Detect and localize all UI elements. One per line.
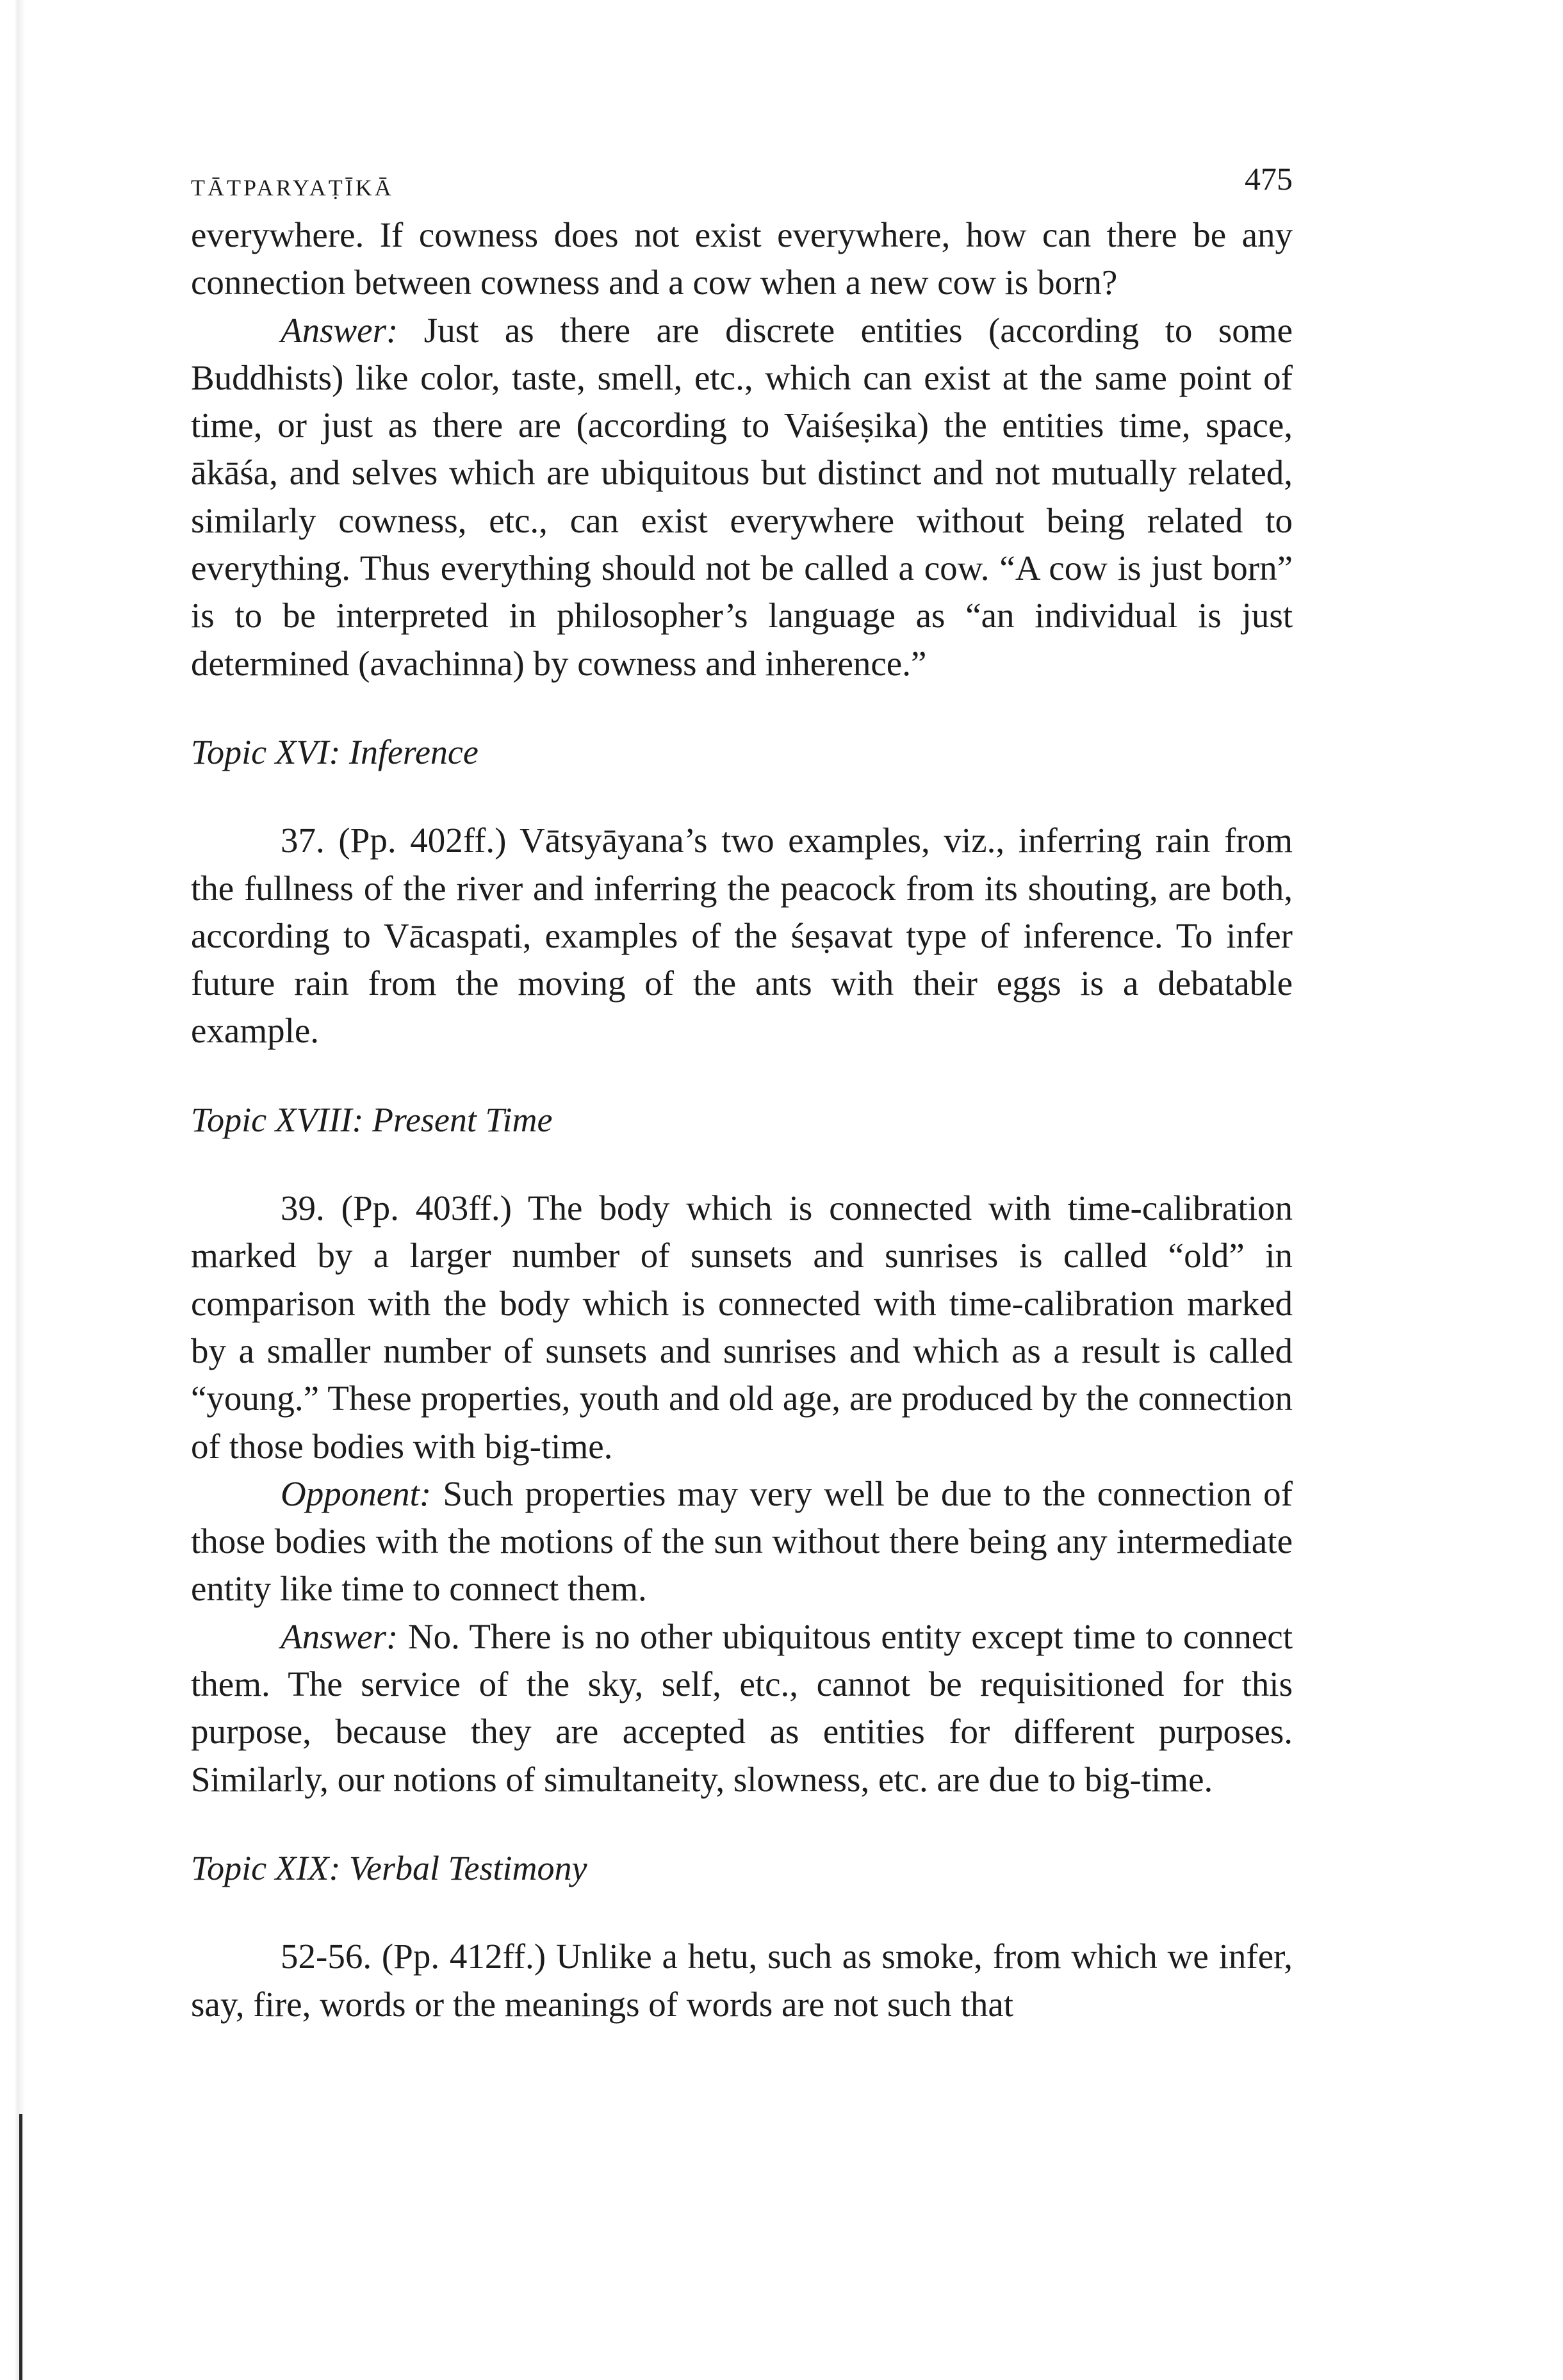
paragraph-opponent bbox=[191, 1470, 1293, 1613]
page-number: 475 bbox=[1245, 161, 1293, 197]
topic-heading-inference: Topic XVI: Inference bbox=[191, 732, 479, 771]
paragraph-39: 39. (Pp. 403ff.) The body which is connected with time-calibration marked by a larger number of sunsets and sunrises is called “old” in comparison with the body which is connected with time-calibration marked by a smaller number of sunsets and sunrises and which as a result is called “young.” These properties, youth and old age, are produced by the connection of those bodies with big-time. bbox=[191, 1188, 1293, 1466]
paragraph-answer bbox=[191, 307, 1293, 687]
topic-heading-verbal-testimony: Topic XIX: Verbal Testimony bbox=[191, 1848, 587, 1887]
paragraph-52-56: 52-56. (Pp. 412ff.) Unlike a hetu, such as smoke, from which we infer, say, fire, words or the meanings of words are not such that bbox=[191, 1937, 1293, 2024]
answer-label: Answer: bbox=[281, 310, 398, 350]
opponent-label: Opponent: bbox=[281, 1473, 432, 1513]
book-spine-edge bbox=[0, 0, 41, 2380]
answer-label-2: Answer: bbox=[281, 1616, 398, 1656]
topic-heading-present-time: Topic XVIII: Present Time bbox=[191, 1100, 553, 1139]
body-text bbox=[191, 211, 1293, 2028]
paragraph-answer-2 bbox=[191, 1613, 1293, 1803]
spine-shadow bbox=[0, 0, 41, 2380]
spine-rule bbox=[19, 2114, 22, 2380]
book-page bbox=[191, 160, 1293, 2028]
paragraph-continuation: everywhere. If cowness does not exist everywhere, how can there be any connection between cowness and a cow when a new cow is born? bbox=[191, 215, 1293, 302]
paragraph-37: 37. (Pp. 402ff.) Vātsyāyana’s two examples, viz., inferring rain from the fullness of the river and inferring the peacock from its shouting, are both, according to Vācaspati, examples of the śeṣavat type of inference. To infer future rain from the moving of the ants with their eggs is a debatable example. bbox=[191, 821, 1293, 1051]
answer-text-2: No. There is no other ubiquitous entity except time to connect them. The service of the sky, self, etc., cannot be requisitioned for this purpose, because they are accepted as entities for different purposes. Similarly, our notions of simultaneity, slowness, etc. are due to big-time. bbox=[191, 1616, 1293, 1799]
running-title: TĀTPARYAṬĪKĀ bbox=[191, 175, 394, 201]
opponent-text: Such properties may very well be due to the connection of those bodies with the motions of the sun without there being any intermediate entity like time to connect them. bbox=[191, 1473, 1293, 1609]
answer-text: Just as there are discrete entities (according to some Buddhists) like color, taste, smell, etc., which can exist at the same point of time, or just as there are (according to Vaiśeṣika) the entities time, space, ākāśa, and selves which are ubiquitous but distinct and not mutually related, similarly cowness, etc., can exist everywhere without being related to everything. Thus everything should not be called a cow. “A cow is just born” is to be interpreted in philosopher’s language as “an individual is just determined (avachinna) by cowness and inherence.” bbox=[191, 310, 1293, 683]
running-head bbox=[191, 160, 1293, 211]
